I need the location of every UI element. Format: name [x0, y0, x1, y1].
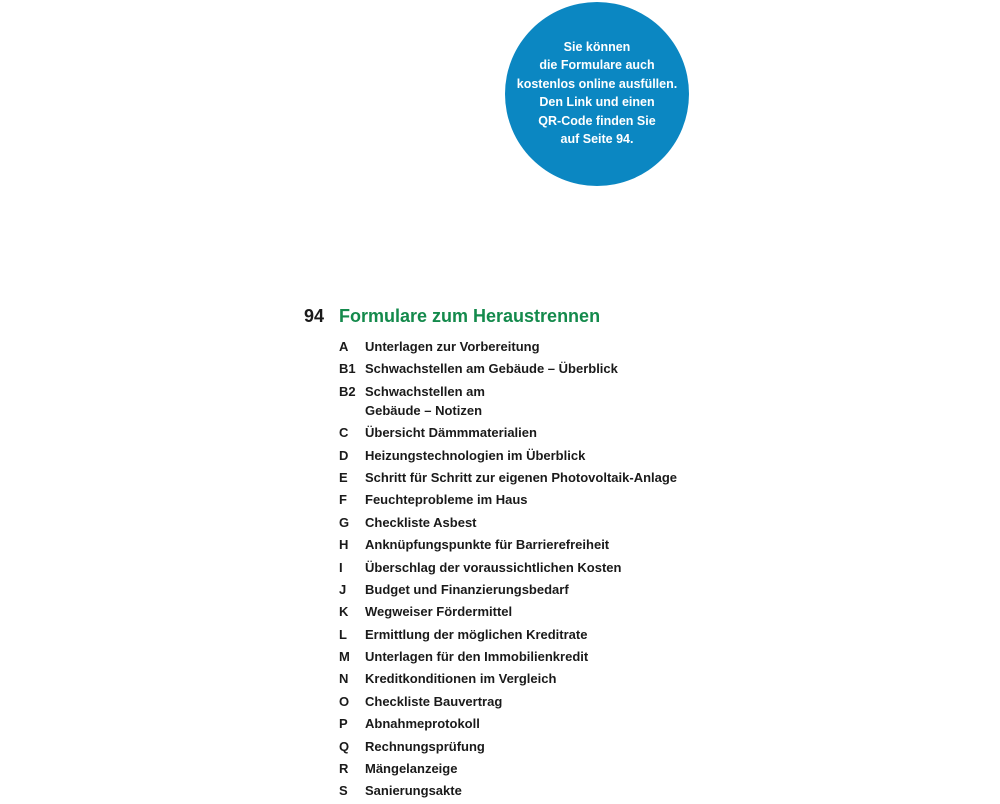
toc-item-label: Schritt für Schritt zur eigenen Photovoltaik-Anlage	[365, 469, 678, 485]
toc-item-label: Anknüpfungspunkte für Barrierefreiheit	[365, 537, 610, 553]
toc-item-letter: M	[339, 649, 350, 665]
toc-item-letter: J	[339, 581, 347, 597]
toc-item-letter: N	[339, 671, 349, 687]
toc-item-label: Überschlag der voraussichtlichen Kosten	[365, 559, 622, 575]
toc-item-label: Sanierungsakte	[365, 783, 462, 799]
toc-item[interactable]	[339, 446, 677, 465]
toc-item-letter: L	[339, 626, 347, 642]
toc-item[interactable]	[339, 759, 677, 778]
toc-item-label: Feuchteprobleme im Haus	[365, 492, 528, 508]
toc-item[interactable]	[339, 337, 677, 356]
toc-item[interactable]	[339, 423, 677, 442]
toc-item-label: Unterlagen zur Vorbereitung	[365, 339, 540, 354]
toc-item-letter: B1	[339, 361, 356, 377]
toc-item-letter: S	[339, 783, 348, 799]
toc-item-letter: I	[339, 559, 343, 575]
toc-item[interactable]	[339, 714, 677, 733]
toc-item[interactable]	[339, 513, 677, 532]
toc-item-letter: C	[339, 425, 349, 441]
section-title[interactable]: Formulare zum Heraustrennen	[339, 306, 601, 326]
toc-item[interactable]	[339, 737, 677, 756]
toc-item-letter: F	[339, 492, 347, 508]
toc-item[interactable]	[339, 580, 677, 599]
callout-text: Sie können die Formulare auch kostenlos online ausfüllen. Den Link und einen QR-Code finden Sie auf Seite 94.	[516, 39, 678, 146]
toc-item-label: Ermittlung der möglichen Kreditrate	[365, 626, 588, 642]
toc-item[interactable]	[339, 558, 677, 577]
toc-item-letter: D	[339, 447, 349, 463]
toc-item-letter: R	[339, 761, 349, 777]
toc-item-letter: Q	[339, 738, 350, 754]
toc-item-letter: B2	[339, 383, 356, 399]
toc-item-label: Mängelanzeige	[365, 761, 458, 777]
toc-item-letter: A	[339, 339, 349, 354]
toc-item-label: Übersicht Dämmmaterialien	[365, 425, 537, 441]
toc-item-label: Budget und Finanzierungsbedarf	[365, 581, 569, 597]
toc-item-letter: G	[339, 514, 350, 530]
toc-item-label: Rechnungsprüfung	[365, 738, 485, 754]
toc-list	[339, 337, 677, 800]
toc-section	[304, 306, 677, 804]
toc-item[interactable]	[339, 669, 677, 688]
toc-item[interactable]	[339, 625, 677, 644]
toc-item-label: Abnahmeprotokoll	[365, 716, 480, 732]
toc-item[interactable]	[339, 692, 677, 711]
toc-item-letter: H	[339, 537, 349, 553]
toc-item-label: Checkliste Asbest	[365, 514, 477, 530]
toc-item[interactable]	[339, 602, 677, 621]
toc-item-label: Kreditkonditionen im Vergleich	[365, 671, 557, 687]
page-number: 94	[304, 306, 325, 326]
toc-item-letter: P	[339, 716, 348, 732]
toc-item-label: Heizungstechnologien im Überblick	[365, 447, 586, 463]
toc-item-letter: O	[339, 693, 350, 709]
toc-item-label: Schwachstellen am Gebäude – Überblick	[365, 361, 618, 377]
toc-item[interactable]	[339, 647, 677, 666]
toc-item-letter: E	[339, 469, 348, 485]
toc-item[interactable]	[339, 382, 677, 420]
toc-item[interactable]	[339, 359, 677, 378]
toc-item-label: Checkliste Bauvertrag	[365, 693, 503, 709]
toc-item[interactable]	[339, 468, 677, 487]
toc-item-letter: K	[339, 604, 349, 620]
info-callout-circle	[505, 2, 689, 186]
toc-item-label: Unterlagen für den Immobilienkredit	[365, 649, 589, 665]
toc-item-label: Wegweiser Fördermittel	[365, 604, 513, 620]
section-header	[304, 306, 677, 330]
toc-item[interactable]	[339, 781, 677, 800]
toc-item[interactable]	[339, 535, 677, 554]
toc-item[interactable]	[339, 490, 677, 509]
toc-item-label: Schwachstellen am Gebäude – Notizen	[365, 383, 485, 418]
